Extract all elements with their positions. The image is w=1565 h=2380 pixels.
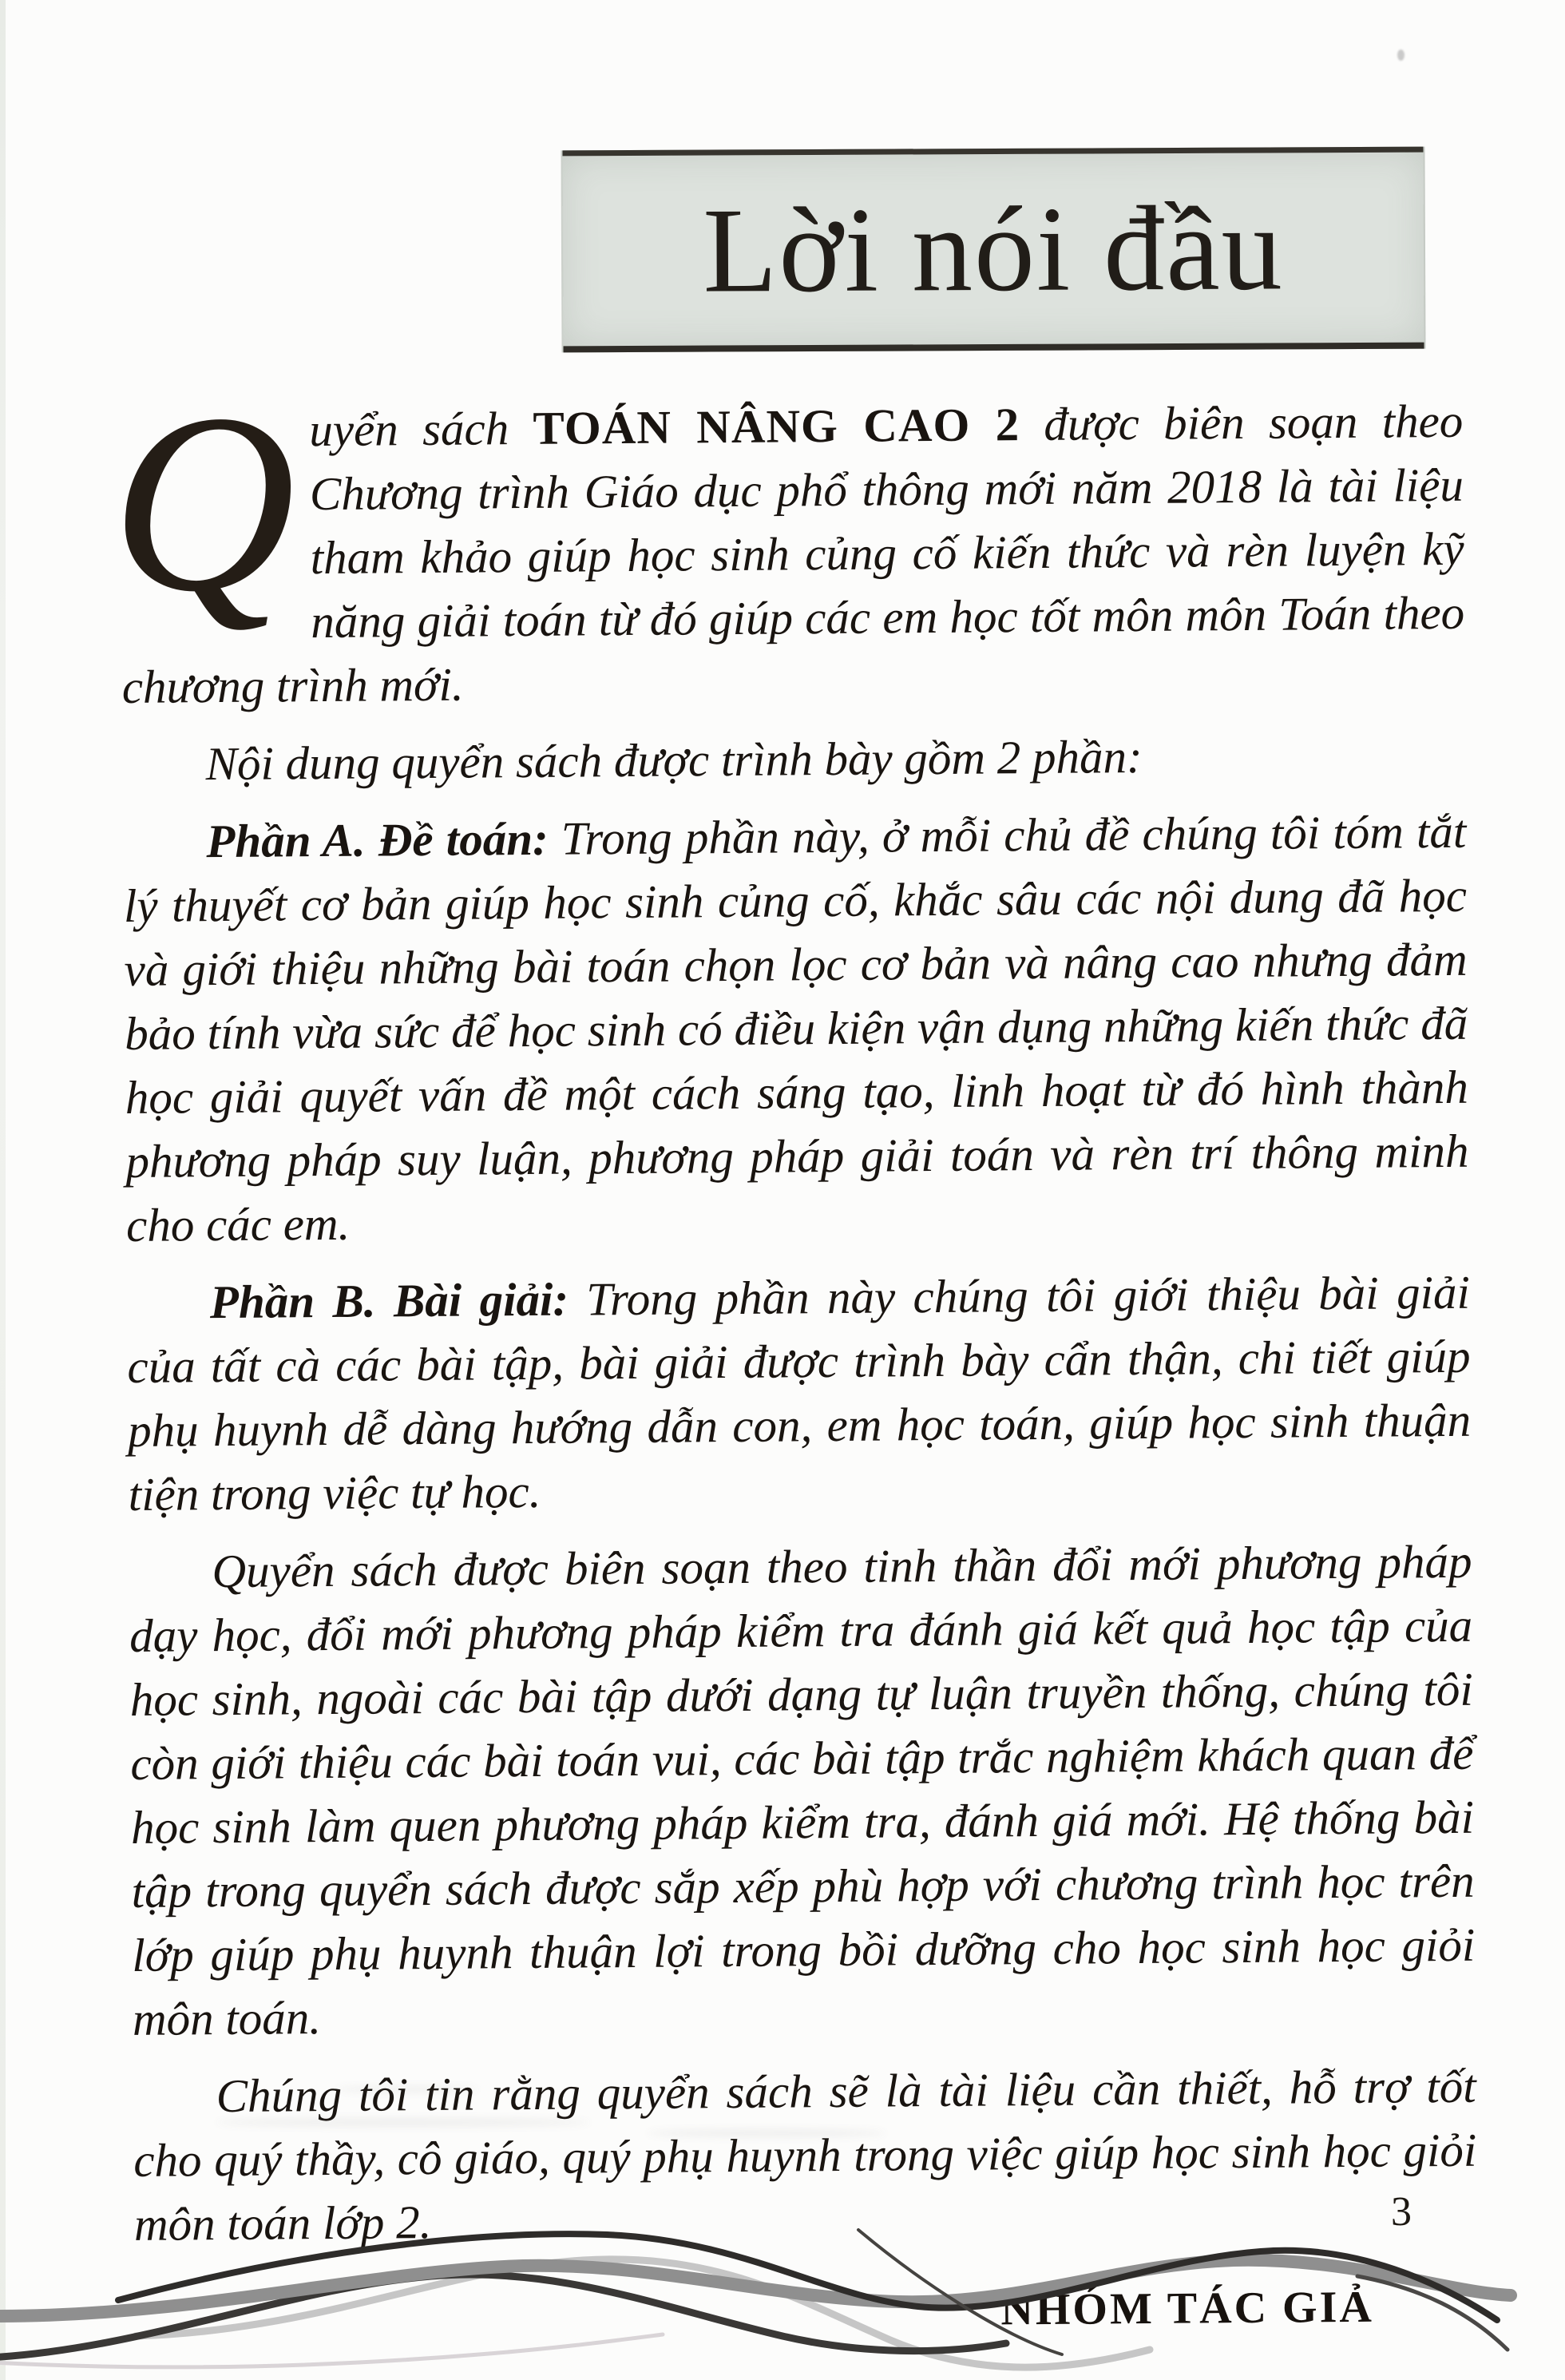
part-a-label: Phần A. Đề toán: [206, 811, 549, 868]
wave-pale-line [0, 2334, 663, 2367]
paragraph-intro [109, 361, 1465, 719]
paragraph-approach: Quyển sách được biên soạn theo tinh thần đổi mới phương pháp dạy học, đổi mới phương pháp kiểm tra đánh giá kết quả học tập của học sinh, ngoài các bài tập dưới dạng tự luận truyền thống, chúng tôi còn giới thiệu các bài toán vui, các bài tập trắc nghiệm khách quan để học sinh làm quen phương pháp kiểm tra, đánh giá mới. Hệ thống bài tập trong quyển sách được sắp xếp phù hợp với chương trình học trên lớp giúp phụ huynh thuận lợi trong bồi dưỡng cho học sinh học giỏi môn toán. [129, 1534, 1476, 2045]
part-b-text: Trong phần này chúng tôi giới thiệu bài giải của tất cà các bài tập, bài giải được trình bày cẩn thận, chi tiết giúp phụ huynh dễ dàng hướng dẫn con, em học toán, giúp học sinh thuận tiện trong việc tự học. [127, 1265, 1472, 1521]
decorative-wave-ornament [0, 2148, 1565, 2380]
wave-thick-grey-line [0, 2260, 1511, 2316]
part-b-label: Phần B. Bài giải: [209, 1272, 569, 1329]
paragraph-part-a [123, 799, 1469, 1257]
author-signature: NHÓM TÁC GIẢ [1000, 2282, 1375, 2335]
chapter-title-box [562, 147, 1424, 353]
wave-dark-lower-line [0, 2275, 1006, 2358]
part-a-text: Trong phần này, ở mỗi chủ đề chúng tôi tóm tắt lý thuyết cơ bản giúp học sinh củng cố, khắc sâu các nội dung đã học và giới thiệu những bài toán chọn lọc cơ bản và nâng cao nhưng đảm bảo tính vừa sức để học sinh có điều kiện vận dụng những kiến thức đã học giải quyết vấn đề một cách sáng tạo, linh hoạt từ đó hình thành phương pháp suy luận, phương pháp giải toán và rèn trí thông minh cho các em. [123, 804, 1469, 1251]
bleedthrough-artifact [216, 2118, 591, 2127]
wave-dark-main-line [118, 2234, 1497, 2320]
bleedthrough-artifact [335, 2086, 479, 2092]
paragraph-contents-line: Nội dung quyển sách được trình bày gồm 2 phần: [205, 729, 1143, 791]
scan-dot-artifact [1397, 50, 1405, 61]
inline-book-title: TOÁN NÂNG CAO 2 [533, 398, 1020, 454]
preface-body [109, 361, 1478, 2349]
intro-text-start: uyển sách [309, 401, 533, 457]
bleedthrough-artifact [647, 2129, 886, 2137]
dropcap-letter: Q [109, 361, 297, 646]
page-number: 3 [1391, 2189, 1412, 2235]
page-title: Lời nói đầu [703, 180, 1284, 318]
paragraph-closing: Chúng tôi tin rằng quyển sách sẽ là tài liệu cần thiết, hỗ trợ tốt cho quý thầy, cô giáo, quý phụ huynh trong việc giúp học sinh học giỏi môn toán lớp 2. [133, 2059, 1477, 2251]
scan-edge-artifact [0, 0, 6, 2380]
intro-text-rest: được biên soạn theo Chương trình Giáo dục phổ thông mới năm 2018 là tài liệu tham khảo giúp học sinh củng cố kiến thức và rèn luyện kỹ năng giải toán từ đó giúp các em học tốt môn môn Toán theo chương trình mới. [121, 394, 1465, 713]
paragraph-part-b [127, 1260, 1472, 1526]
